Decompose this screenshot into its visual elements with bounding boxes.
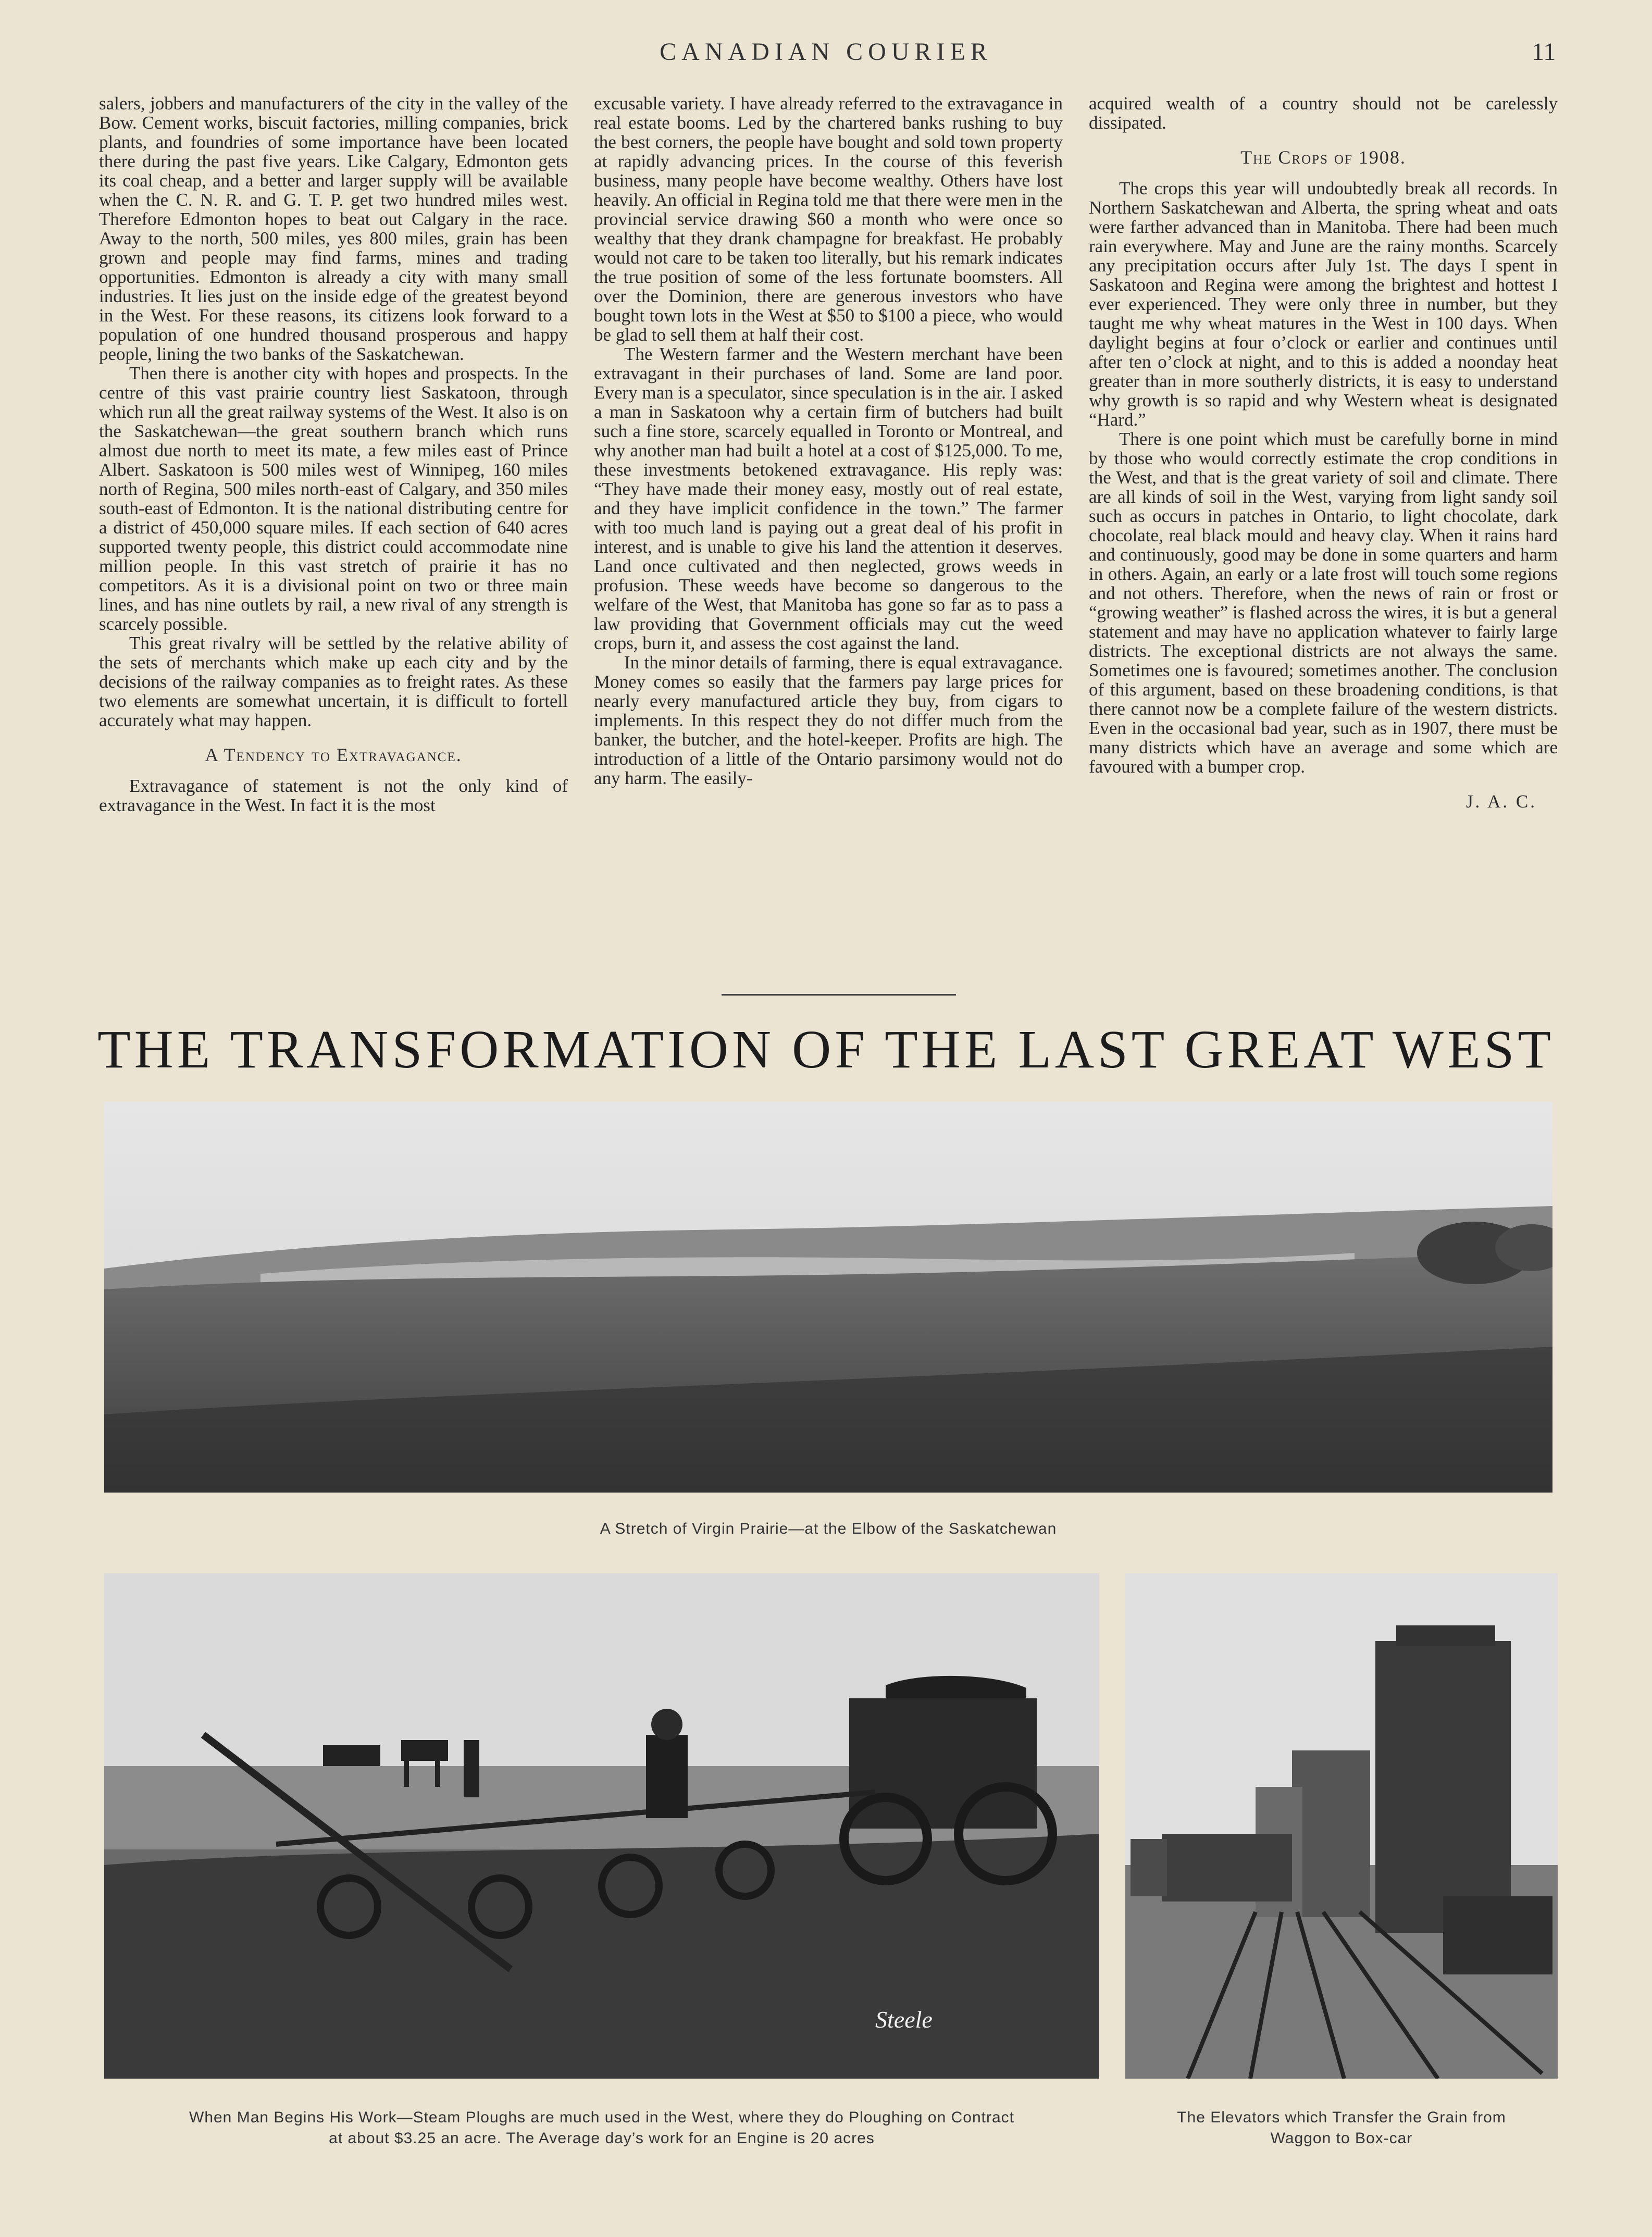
paragraph: The Western farmer and the Western merchant have been extravagant in their purchases of land. Some are land poor. Every man is a speculator, since speculation is in the air. I asked a man in Saskatoon why a certain firm of butchers had built such a fine store, scarcely equalled in Toronto or Montreal, and why another man had built a hotel at a cost of $125,000. To me, these investments betokened extravagance. His reply was: “They have made their money easy, mostly out of real estate, and they have implicit confidence in the town.” The farmer with too much land is paying out a great deal of his profit in interest, and is unable to give his land the attention it deserves. Land once cultivated and then neglected, grows weeds in profusion. These weeds have become so dangerous to the welfare of the West, that Manitoba has gone so far as to pass a law providing that Government officials may cut the weed crops, burn it, and assess the cost against the land.: [594, 344, 1063, 653]
steam-plough-photo: [104, 1573, 1099, 2079]
steam-plough-caption: [104, 2107, 1099, 2149]
caption-line: at about $3.25 an acre. The Average day’s work for an Engine is 20 acres: [329, 2130, 875, 2147]
paragraph: Then there is another city with hopes and prospects. In the centre of this vast prairie country liest Saskatoon, through which run all the great railway systems of the West. It also is on the Saskatchewan—the great southern branch which runs almost due north to meet its mate, a few miles east of Prince Albert. Saskatoon is 500 miles west of Winnipeg, 160 miles north of Regina, 500 miles north-east of Calgary, and 350 miles south-east of Edmonton. It is the national distributing centre for a district of 450,000 square miles. If each section of 640 acres supported twenty people, this district could accommodate nine million people. In this vast stretch of prairie it has no competitors. As it is a divisional point on two or three main lines, and has nine outlets by rail, a new rival of any strength is scarcely possible.: [99, 363, 568, 634]
text-column-1: [99, 94, 568, 815]
feature-headline: THE TRANSFORMATION OF THE LAST GREAT WEST: [97, 1020, 1555, 1079]
paragraph: excusable variety. I have already referred to the extravagance in real estate booms. Led by the chartered banks rushing to buy the best corners, the people have bought and sold town property at rapidly advancing prices. In the course of this feverish business, many people have become wealthy. Others have lost heavily. An official in Regina told me that there were men in the provincial service drawing $60 a month who were once so wealthy that they drank champagne for breakfast. He probably would not care to be taken too literally, but his remark indicates the true position of some of the less fortunate boomsters. All over the Dominion, there are generous investors who have bought town lots in the West at $50 to $100 a piece, who would be glad to sell them at half their cost.: [594, 93, 1063, 345]
text-column-2: [594, 94, 1063, 788]
prairie-landscape-image: [104, 1102, 1552, 1493]
caption-line: Waggon to Box-car: [1270, 2130, 1413, 2147]
paragraph: acquired wealth of a country should not be carelessly dissipated.: [1089, 93, 1558, 133]
paragraph: salers, jobbers and manufacturers of the city in the valley of the Bow. Cement works, biscuit factories, milling companies, brick plants, and foundries of some importance have been located there during the past five years. Like Calgary, Edmonton gets its coal cheap, and a better and larger supply will be available when the C. N. R. and G. T. P. get two hundred miles west. Therefore Edmonton hopes to beat out Calgary in the race. Away to the north, 500 miles, yes 800 miles, grain has been grown and people may find farms, mines and trading opportunities. Edmonton is already a city with many small industries. It lies just on the inside edge of the greatest beyond in the West. For these reasons, its citizens look forward to a population of one hundred thousand prosperous and happy people, lining the two banks of the Saskatchewan.: [99, 93, 568, 364]
section-subheading: A Tendency to Extravagance.: [205, 744, 462, 765]
running-header: CANADIAN COURIER: [660, 38, 992, 66]
section-subheading: The Crops of 1908.: [1240, 147, 1406, 168]
paragraph: In the minor details of farming, there is equal extravagance. Money comes so easily that the farmers pay large prices for nearly every manufactured article they buy, from cigars to implements. In this respect they do not differ much from the banker, the butcher, and the hotel-keeper. Profits are high. The introduction of a little of the Ontario parsimony would not do any harm. The easily-: [594, 652, 1063, 788]
page-number: 11: [1532, 38, 1556, 66]
caption-line: The Elevators which Transfer the Grain from: [1177, 2109, 1506, 2126]
paragraph: This great rivalry will be settled by the relative ability of the sets of merchants which make up each city and by the decisions of the railway companies as to freight rates. As these two elements are somewhat uncertain, it is difficult to fortell accurately what may happen.: [99, 633, 568, 730]
grain-elevators-image: [1125, 1573, 1558, 2079]
grain-elevators-photo: [1125, 1573, 1558, 2079]
steam-plough-image: [104, 1573, 1099, 2079]
photographer-signature: Steele: [875, 2006, 933, 2033]
paragraph: Extravagance of statement is not the only kind of extravagance in the West. In fact it is the most: [99, 776, 568, 815]
section-divider: [722, 994, 956, 996]
text-column-3: [1089, 94, 1558, 811]
grain-elevators-caption: [1125, 2107, 1558, 2149]
prairie-photo: [104, 1102, 1552, 1493]
prairie-photo-caption: A Stretch of Virgin Prairie—at the Elbow of the Saskatchewan: [600, 1520, 1057, 1537]
caption-line: When Man Begins His Work—Steam Ploughs are much used in the West, where they do Ploughing on Contract: [189, 2109, 1014, 2126]
paragraph: There is one point which must be carefully borne in mind by those who would correctly estimate the crop conditions in the West, and that is the great variety of soil and climate. There are all kinds of soil in the West, varying from light sandy soil such as occurs in patches in Ontario, to light chocolate, dark chocolate, real black mould and heavy clay. When it rains hard and continuously, good may be done in some quarters and harm in others. Again, an early or a late frost will touch some regions and not others. Therefore, when the news of rain or frost or “growing weather” is flashed across the wires, it is but a general statement and may have no application whatever to fairly large districts. The exceptional districts are not always the same. Sometimes one is favoured; sometimes another. The conclusion of this argument, based on these broadening conditions, is that there cannot now be a complete failure of the western districts. Even in the occasional bad year, such as in 1907, there must be many districts which have an average and some which are favoured with a bumper crop.: [1089, 429, 1558, 777]
author-signature: J. A. C.: [1465, 791, 1537, 812]
paragraph: The crops this year will undoubtedly break all records. In Northern Saskatchewan and Alberta, the spring wheat and oats were farther advanced than in Manitoba. There had been much rain everywhere. May and June are the rainy months. Scarcely any precipitation occurs after July 1st. The days I spent in Saskatoon and Regina were among the brightest and hottest I ever experienced. They were only three in number, but they taught me why wheat matures in the West in 100 days. When daylight begins at four o’clock or earlier and continues until after ten o’clock at night, and to this is added a noonday heat greater than in more southerly districts, it is easy to understand why growth is so rapid and why Western wheat is designated “Hard.”: [1089, 178, 1558, 430]
